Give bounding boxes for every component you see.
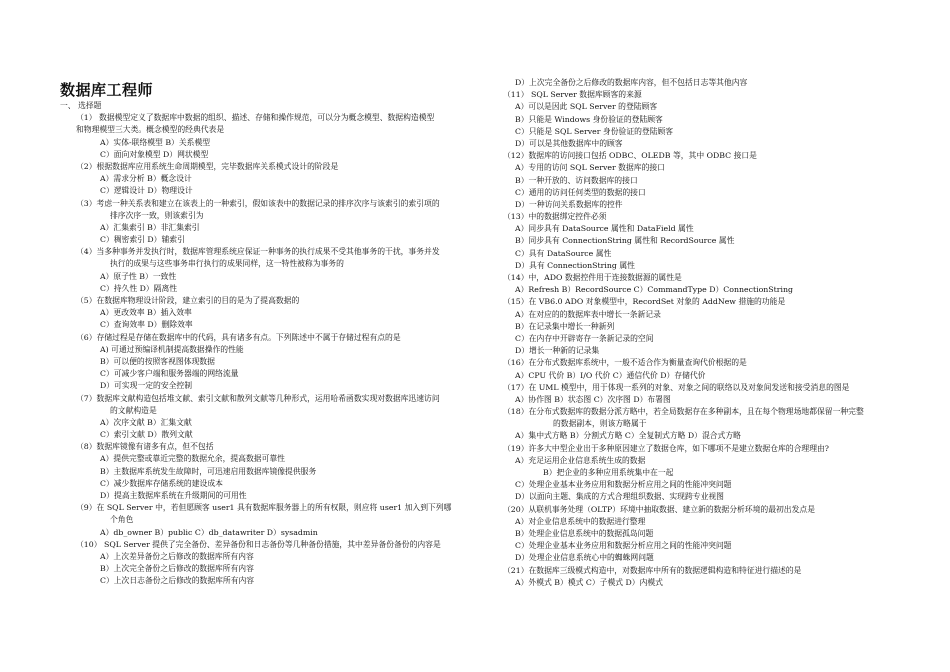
question-line: （12）数据库的访问接口包括 ODBC、OLEDB 等，其中 ODBC 接口是	[503, 151, 757, 161]
option-line: D）可以是其他数据库中的顾客	[515, 138, 623, 148]
option-line: C）上次日志备份之后修改的数据库所有内容	[100, 576, 255, 586]
option-line: A）更改效率 B）插入效率	[100, 308, 192, 318]
option-line: B）同步具有 ConnectionString 属性和 RecordSource 属性	[515, 236, 735, 246]
option-line: B）可以便的按照客视图体现数据	[100, 356, 215, 366]
question-line: （3）考虑一种关系表和建立在该表上的一种索引，假如该表中的数据记录的排序次序与该索引的索引项的	[76, 198, 440, 208]
option-line: A）协作图 B）状态图 C）次序图 D）布署图	[515, 394, 671, 404]
question-line: （10） SQL Server 提供了完全备份、差异备份和日志备份等几种备份措施，其中差异备份备份的内容是	[76, 539, 441, 549]
option-line: A）实体-联络模型 B）关系模型	[100, 137, 211, 147]
option-line: C）持久性 D）隔离性	[100, 283, 178, 293]
option-line: A）专用的访问 SQL Server 数据库的接口	[515, 163, 665, 173]
option-line: B）主数据库系统发生故障时，可迅速启用数据库镜像提供服务	[100, 466, 317, 476]
option-line: A）外模式 B）模式 C）子模式 D）内模式	[515, 577, 663, 587]
option-line: A）db_owner B）public C）db_datawriter D）sysadmin	[100, 527, 318, 537]
option-line: A）CPU 代价 B）I/O 代价 C）通信代价 D）存储代价	[515, 370, 706, 380]
option-line: C）面向对象模型 D）网状模型	[100, 149, 209, 159]
option-line: A）可以是因此 SQL Server 的登陆顾客	[515, 102, 658, 112]
question-line: 的数据副本，则该方略属于	[553, 419, 647, 429]
option-line: A）次序文献 B）汇集文献	[100, 417, 192, 427]
option-line: B）在记录集中增长一种新列	[515, 321, 615, 331]
question-line: （19）许多大中型企业出于多种原因建立了数据仓库，如下哪项不是建立数据仓库的合理理由?	[503, 443, 829, 453]
question-line: 的文献构造是	[110, 405, 157, 415]
option-line: A）Refresh B）RecordSource C）CommandType D）ConnectionString	[515, 285, 794, 295]
option-line: C）减少数据库存储系统的建设成本	[100, 478, 223, 488]
option-line: D）处理企业信息系统心中的蜘蛛网问题	[515, 553, 654, 563]
option-line: D）以面向主题、集成的方式合理组织数据、实现跨专业视图	[515, 492, 724, 502]
page-title: 数据库工程师	[60, 81, 154, 99]
option-line: C）具有 DataSource 属性	[515, 248, 612, 258]
right-column	[503, 77, 908, 589]
left-column	[60, 100, 470, 588]
option-line: A）上次差异备份之后修改的数据库所有内容	[100, 551, 254, 561]
option-line: C）稠密索引 D）辅索引	[100, 235, 185, 245]
question-line: （6）存储过程是存储在数据库中的代码，具有诸多有点。下列陈述中不属于存储过程有点的是	[76, 332, 401, 342]
question-line: （14）中，ADO 数据控件用于连接数据源的属性是	[503, 273, 682, 282]
option-line: C）在内存中开辟寄存一条新记录的空间	[515, 333, 654, 343]
section-heading: 一、 选择题	[60, 101, 102, 110]
option-line: D）可实现一定的安全控制	[100, 381, 193, 391]
option-line: A）对企业信息系统中的数据进行整理	[515, 516, 646, 526]
option-line: B）只能是 Windows 身份验证的登陆顾客	[515, 114, 663, 124]
option-line: D）具有 ConnectionString 属性	[515, 260, 635, 270]
option-line: A）集中式方略 B）分割式方略 C）全复制式方略 D）混合式方略	[515, 431, 741, 441]
question-line: （8）数据库镜像有诸多有点，但不包括	[76, 442, 214, 452]
option-line: C）索引文献 D）散列文献	[100, 430, 193, 440]
option-line: B）一种开放的、访问数据库的接口	[515, 175, 638, 185]
option-line: D）上次完全备份之后修改的数据库内容，但不包括日志等其他内容	[515, 78, 748, 87]
question-line: （9）在 SQL Server 中，若但愿顾客 user1 具有数据库服务器上的所有权限，则应将 user1 加入到下列哪	[76, 503, 452, 513]
option-line: A）需求分析 B）概念设计	[100, 174, 192, 184]
question-line: （17）在 UML 模型中，用于体现一系列的对象、对象之间的联络以及对象间发送和接受消息的图是	[503, 382, 850, 392]
option-line: C）只能是 SQL Server 身份验证的登陆顾客	[515, 126, 674, 136]
option-line: C）可减少客户端和服务器端的网络流量	[100, 369, 239, 379]
question-line: （13）中的数据绑定控件必须	[503, 212, 607, 222]
question-line: （7）数据库文献构造包括堆文献、索引文献和散列文献等几种形式，运用哈希函数实现对数据库迅速访问	[76, 393, 440, 403]
option-line: C）通用的访问任何类型的数据的接口	[515, 187, 646, 197]
option-line: B）把企业的多种应用系统集中在一起	[543, 468, 674, 477]
option-line: D）增长一种新的记录集	[515, 346, 600, 356]
question-line: （21）在数据库三级模式构造中，对数据库中所有的数据逻辑构造和特征进行描述的是	[503, 565, 802, 575]
question-line: （2）根据数据库应用系统生命周期模型，完毕数据库关系模式设计的阶段是	[76, 161, 339, 171]
option-line: A）在对应的的数据库表中增长一条新记录	[515, 309, 661, 319]
option-line: C）处理企业基本业务应用和数据分析应用之间的性能冲突问题	[515, 541, 732, 551]
option-line: A) 可通过预编译机制提高数据操作的性能	[100, 344, 244, 354]
question-line: （20）从联机事务处理（OLTP）环境中抽取数据、建立新的数据分析环境的最初出发点是	[503, 504, 815, 514]
question-line: （5）在数据库物理设计阶段，建立索引的目的是为了提高数据的	[76, 296, 300, 305]
option-line: B）处理企业信息系统中的数据孤岛问题	[515, 528, 654, 538]
question-line: 和物理模型三大类。概念模型的经典代表是	[76, 125, 225, 135]
option-line: A）原子性 B）一致性	[100, 271, 177, 281]
option-line: A）充足运用企业信息系统生成的数据	[515, 455, 646, 465]
question-line: （4）当多种事务并发执行时，数据库管理系统应保证一种事务的执行成果不受其他事务的干扰，事务并发	[76, 247, 440, 257]
option-line: A）同步具有 DataSource 属性和 DataField 属性	[515, 224, 694, 234]
option-line: C）逻辑设计 D）物理设计	[100, 186, 193, 196]
question-line: （15）在 VB6.0 ADO 对象模型中，RecordSet 对象的 AddNew 措施的功能是	[503, 297, 786, 307]
option-line: C）查询效率 D）删除效率	[100, 320, 193, 330]
question-line: （11） SQL Server 数据库顾客的来源	[503, 90, 642, 100]
option-line: B）上次完全备份之后修改的数据库所有内容	[100, 564, 254, 574]
question-line: （18）在分布式数据库的数据分派方略中，若全局数据存在多种副本，且在每个物理场地都保留一种完整	[503, 407, 864, 417]
option-line: D）提高主数据库系统在升级期间的可用性	[100, 491, 247, 500]
question-line: 个角色	[110, 515, 134, 525]
question-line: 执行的成果与这些事务串行执行的成果同样，这一特性被称为事务的	[110, 259, 344, 269]
option-line: D）一种访问关系数据库的控件	[515, 199, 623, 209]
question-line: （16）在分布式数据库系统中，一般不适合作为衡量查询代价根据的是	[503, 358, 747, 368]
question-line: 排序次序一致，则该索引为	[110, 210, 204, 220]
option-line: C）处理企业基本业务应用和数据分析应用之间的性能冲突问题	[515, 480, 732, 490]
option-line: A）汇集索引 B）非汇集索引	[100, 222, 200, 232]
question-line: （1） 数据模型定义了数据库中数据的组织、描述、存储和操作规范，可以分为概念模型、数据构造模型	[76, 113, 435, 123]
option-line: A）提供完整或靠近完整的数据允余，提高数据可靠性	[100, 454, 285, 464]
